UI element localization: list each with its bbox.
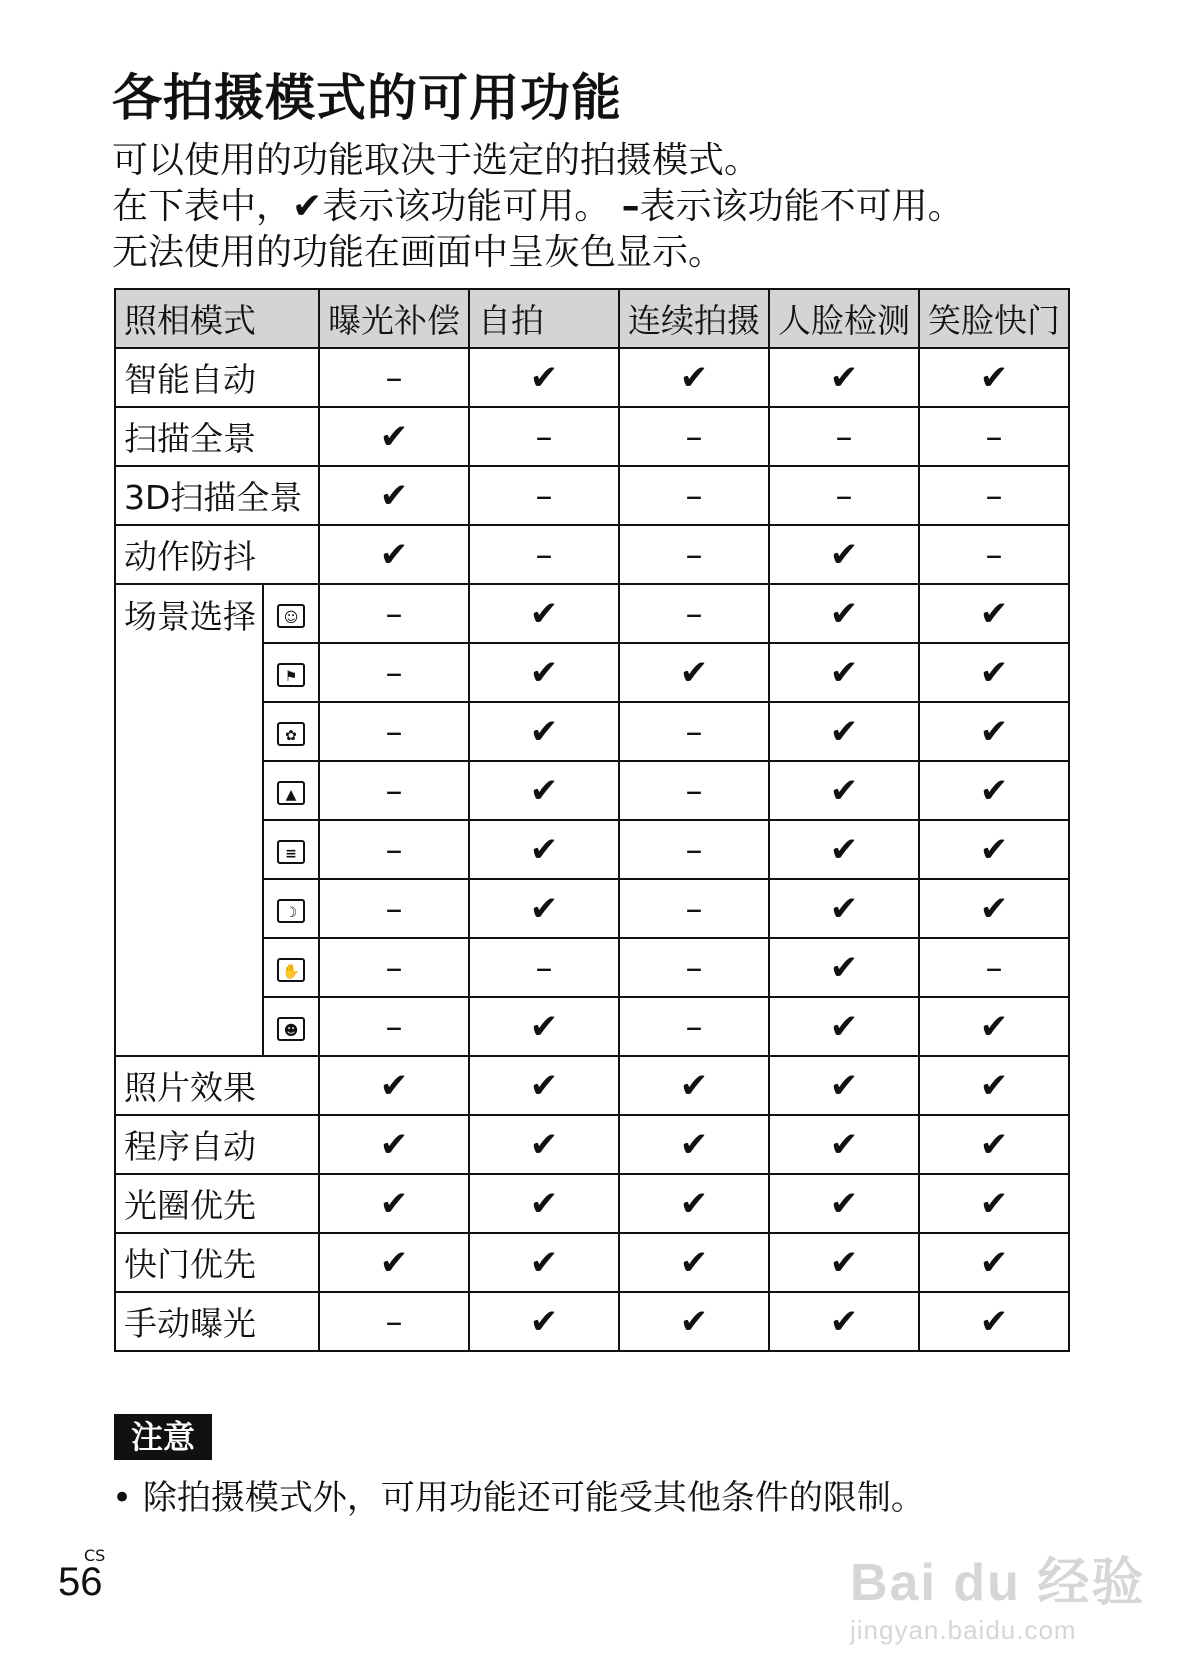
value-cell: ✔	[769, 643, 919, 702]
night-scene-icon: ☽	[277, 899, 305, 923]
value-cell: ✔	[919, 1233, 1069, 1292]
value-cell: –	[619, 525, 769, 584]
value-cell: ✔	[469, 1174, 619, 1233]
value-cell: ✔	[469, 1292, 619, 1351]
value-cell: ✔	[619, 1292, 769, 1351]
intro-line-2-mid: 表示该功能可用。	[322, 186, 611, 227]
watermark-logo: Bai du 经验	[850, 1554, 1146, 1612]
value-cell: ✔	[919, 820, 1069, 879]
table-row	[115, 466, 1069, 525]
mode-label: 扫描全景	[115, 407, 319, 466]
value-cell: –	[319, 820, 469, 879]
value-cell: ✔	[319, 1115, 469, 1174]
value-cell: ✔	[919, 702, 1069, 761]
value-cell: ✔	[769, 584, 919, 643]
intro-line-2	[112, 184, 1072, 230]
scene-icon-cell	[263, 820, 319, 879]
value-cell: ✔	[919, 1056, 1069, 1115]
mode-label: 智能自动	[115, 348, 319, 407]
check-mark-icon: ✔	[292, 186, 323, 227]
value-cell: –	[319, 997, 469, 1056]
value-cell: –	[619, 938, 769, 997]
mode-label: 照片效果	[115, 1056, 319, 1115]
scene-icon-cell	[263, 761, 319, 820]
scene-icon-cell	[263, 702, 319, 761]
value-cell: ✔	[769, 1056, 919, 1115]
value-cell: –	[619, 761, 769, 820]
mode-label: 程序自动	[115, 1115, 319, 1174]
header-face-detection: 人脸检测	[769, 289, 919, 348]
table-row	[115, 1056, 1069, 1115]
table-row	[115, 584, 1069, 643]
value-cell: ✔	[619, 1174, 769, 1233]
intro-line-3: 无法使用的功能在画面中呈灰色显示。	[112, 232, 725, 273]
value-cell: ✔	[769, 761, 919, 820]
header-burst: 连续拍摄	[619, 289, 769, 348]
value-cell: ✔	[319, 525, 469, 584]
table-row	[115, 1115, 1069, 1174]
value-cell: –	[319, 1292, 469, 1351]
value-cell: ✔	[919, 584, 1069, 643]
value-cell: ✔	[769, 879, 919, 938]
note-text: • 除拍摄模式外，可用功能还可能受其他条件的限制。	[112, 1478, 925, 1518]
value-cell: ✔	[769, 938, 919, 997]
value-cell: –	[919, 525, 1069, 584]
value-cell: ✔	[469, 1233, 619, 1292]
value-cell: ✔	[919, 643, 1069, 702]
intro-line-1: 可以使用的功能取决于选定的拍摄模式。	[112, 140, 761, 181]
value-cell: ✔	[919, 1115, 1069, 1174]
note-label: 注意	[114, 1414, 212, 1460]
scene-icon-cell	[263, 584, 319, 643]
scene-icon-cell	[263, 938, 319, 997]
scene-selection-label: 场景选择	[115, 584, 263, 1056]
value-cell: –	[619, 407, 769, 466]
watermark-url: jingyan.baidu.com	[850, 1615, 1077, 1645]
table-row	[115, 1233, 1069, 1292]
value-cell: –	[619, 584, 769, 643]
value-cell: –	[469, 938, 619, 997]
value-cell: ✔	[319, 1174, 469, 1233]
value-cell: ✔	[919, 761, 1069, 820]
value-cell: ✔	[319, 1056, 469, 1115]
value-cell: ✔	[769, 1233, 919, 1292]
mode-label: 动作防抖	[115, 525, 319, 584]
intro-line-2-post: 表示该功能不可用。	[639, 186, 964, 227]
table-row	[115, 1174, 1069, 1233]
value-cell: –	[619, 820, 769, 879]
handheld-twilight-scene-icon: ✋	[277, 958, 305, 982]
value-cell: ✔	[919, 1174, 1069, 1233]
macro-scene-icon: ✿	[277, 722, 305, 746]
value-cell: –	[319, 584, 469, 643]
mode-function-table	[114, 288, 1070, 1352]
value-cell: ✔	[469, 761, 619, 820]
value-cell: ✔	[769, 1292, 919, 1351]
value-cell: ✔	[919, 879, 1069, 938]
value-cell: ✔	[769, 997, 919, 1056]
value-cell: –	[319, 348, 469, 407]
baidu-watermark	[850, 1540, 1150, 1670]
value-cell: ✔	[319, 466, 469, 525]
value-cell: ✔	[919, 1292, 1069, 1351]
value-cell: ✔	[919, 348, 1069, 407]
header-self-timer: 自拍	[469, 289, 619, 348]
value-cell: ✔	[469, 820, 619, 879]
table-row	[115, 407, 1069, 466]
value-cell: –	[319, 879, 469, 938]
value-cell: ✔	[619, 1056, 769, 1115]
value-cell: –	[919, 938, 1069, 997]
night-portrait-scene-icon: ☻	[277, 1017, 305, 1041]
value-cell: ✔	[769, 1115, 919, 1174]
header-shooting-mode: 照相模式	[115, 289, 319, 348]
value-cell: –	[619, 997, 769, 1056]
value-cell: ✔	[769, 525, 919, 584]
value-cell: –	[319, 702, 469, 761]
scene-icon-cell	[263, 643, 319, 702]
mode-label: 手动曝光	[115, 1292, 319, 1351]
value-cell: ✔	[319, 407, 469, 466]
sunset-scene-icon: ≡	[277, 840, 305, 864]
page-language-code: CS	[84, 1546, 106, 1565]
value-cell: ✔	[469, 584, 619, 643]
value-cell: –	[469, 466, 619, 525]
value-cell: ✔	[769, 820, 919, 879]
value-cell: –	[469, 525, 619, 584]
page-title: 各拍摄模式的可用功能	[112, 69, 622, 127]
value-cell: ✔	[469, 1056, 619, 1115]
value-cell: ✔	[469, 1115, 619, 1174]
intro-text	[112, 138, 1072, 276]
portrait-scene-icon: ☺	[277, 604, 305, 628]
mode-label: 快门优先	[115, 1233, 319, 1292]
value-cell: –	[319, 938, 469, 997]
header-exposure-comp: 曝光补偿	[319, 289, 469, 348]
page-number: 56	[58, 1560, 103, 1604]
value-cell: –	[769, 466, 919, 525]
value-cell: –	[319, 761, 469, 820]
value-cell: ✔	[769, 1174, 919, 1233]
value-cell: ✔	[619, 348, 769, 407]
scene-icon-cell	[263, 997, 319, 1056]
value-cell: ✔	[469, 879, 619, 938]
value-cell: –	[619, 702, 769, 761]
table-row	[115, 525, 1069, 584]
value-cell: –	[769, 407, 919, 466]
value-cell: ✔	[619, 643, 769, 702]
table-header-row	[115, 289, 1069, 348]
value-cell: –	[619, 466, 769, 525]
header-smile-shutter: 笑脸快门	[919, 289, 1069, 348]
value-cell: ✔	[469, 702, 619, 761]
mode-label: 光圈优先	[115, 1174, 319, 1233]
value-cell: –	[619, 879, 769, 938]
value-cell: ✔	[619, 1233, 769, 1292]
dash-mark-icon: –	[621, 186, 640, 227]
value-cell: ✔	[469, 348, 619, 407]
value-cell: –	[319, 643, 469, 702]
value-cell: –	[919, 407, 1069, 466]
value-cell: ✔	[619, 1115, 769, 1174]
value-cell: ✔	[319, 1233, 469, 1292]
value-cell: ✔	[469, 643, 619, 702]
value-cell: –	[469, 407, 619, 466]
sports-scene-icon: ⚑	[277, 663, 305, 687]
value-cell: ✔	[769, 702, 919, 761]
value-cell: ✔	[769, 348, 919, 407]
value-cell: –	[919, 466, 1069, 525]
value-cell: ✔	[919, 997, 1069, 1056]
mode-label: 3D扫描全景	[115, 466, 319, 525]
value-cell: ✔	[469, 997, 619, 1056]
scene-icon-cell	[263, 879, 319, 938]
landscape-scene-icon: ▲	[277, 781, 305, 805]
intro-line-2-pre: 在下表中，	[112, 186, 293, 227]
table-row	[115, 348, 1069, 407]
table-row	[115, 1292, 1069, 1351]
